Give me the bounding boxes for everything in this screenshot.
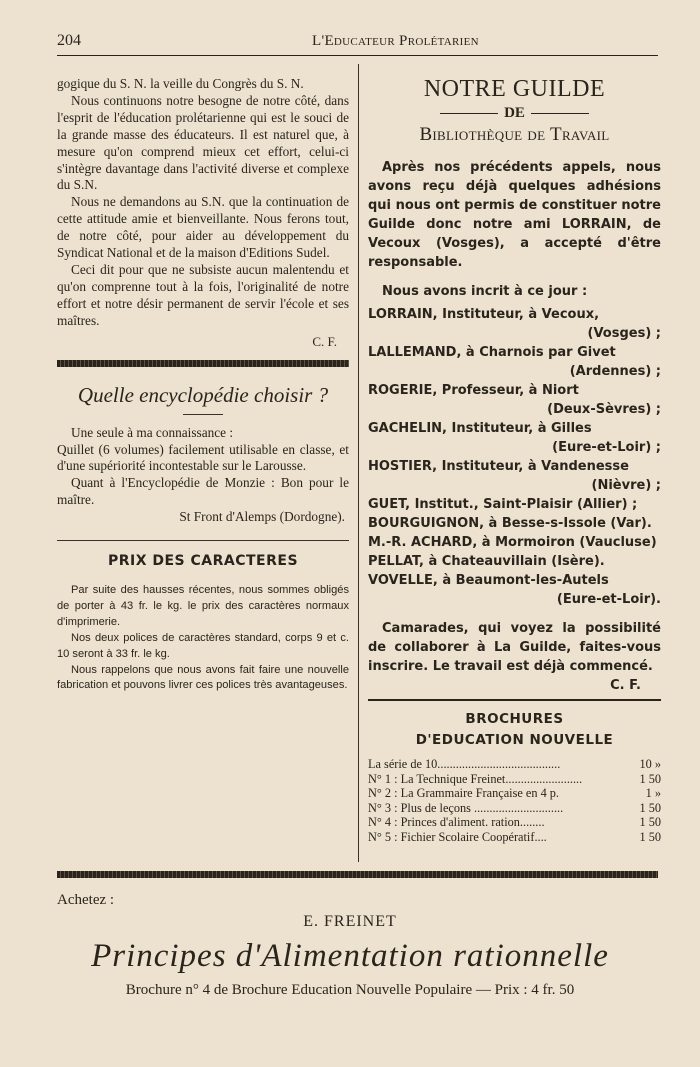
intro-paragraph-4: Ceci dit pour que ne subsiste aucun malentendu et qu'on comprenne tout à la fois, l'originalité de notre effort et notre désir permanent de servir l'école et ses maîtres.: [57, 261, 349, 328]
brochures-title-2: D'EDUCATION NOUVELLE: [415, 732, 614, 748]
page-header: [57, 32, 658, 54]
guilde-dash-left: [440, 113, 498, 114]
encyclopedie-title-rule: [183, 414, 223, 415]
encyclopedie-signature: St Front d'Alemps (Dordogne).: [179, 509, 345, 525]
left-column: [57, 76, 349, 694]
brochure-item: [368, 757, 661, 772]
intro-paragraph-3: Nous ne demandons au S.N. que la continuation de cette attitude amie et bienveillante. Nous ferons tout, de notre côté, pour aider au développement du Syndicat National et de la maison d'Editions Sudel.: [57, 194, 349, 261]
member-name: ROGERIE, Professeur, à Niort: [368, 383, 579, 398]
member-entry: [368, 419, 661, 457]
brochure-label: N° 2 : La Grammaire Française en 4 p.: [368, 786, 560, 800]
guilde-intro: Après nos précédents appels, nous avons reçu déjà quelques adhésions qui nous ont permis de constituer notre Guilde donc notre ami LORRAIN, de Vecoux (Vosges), a accepté d'être responsable.: [368, 160, 661, 270]
member-place: (Vosges) ;: [587, 326, 661, 341]
footer-book-line: Brochure n° 4 de Brochure Education Nouvelle Populaire — Prix : 4 fr. 50: [125, 982, 575, 998]
member-place: (Nièvre) ;: [591, 478, 661, 493]
member-entry: [368, 305, 661, 343]
brochure-label: N° 5 : Fichier Scolaire Coopératif....: [368, 829, 547, 844]
brochure-price: 10 »: [639, 757, 661, 771]
brochure-price: 1 50: [639, 829, 661, 844]
member-entry: [368, 533, 661, 552]
member-name: HOSTIER, Instituteur, à Vandenesse: [368, 459, 629, 474]
intro-paragraph-2: Nous continuons notre besogne de notre côté, dans l'esprit de l'éducation prolétarienne qui est le souci de la grande masse des éducateurs. Il est naturel que, à mesure qu'on comprend mieux cet effort, celui-ci s'intègre davantage dans l'activité diverse et complexe du S.N.: [57, 92, 349, 193]
brochure-price: 1 50: [639, 771, 661, 786]
guilde-title-line-2: [368, 105, 661, 122]
footer-achetez: Achetez :: [57, 892, 115, 908]
guilde-heading: [368, 76, 661, 146]
encyclopedie-paragraph-1: Une seule à ma connaissance :: [71, 424, 234, 440]
member-name: GACHELIN, Instituteur, à Gilles: [368, 421, 592, 436]
member-name: PELLAT, à Chateauvillain (Isère).: [368, 554, 605, 569]
footer-book-title: Principes d'Alimentation rationnelle: [91, 938, 609, 974]
brochure-price: 1 50: [639, 815, 661, 829]
prix-paragraph-3: Nous rappelons que nous avons fait faire une nouvelle fabrication et pouvons livrer ces polices très avantageuses.: [57, 663, 349, 692]
brochure-label: N° 1 : La Technique Freinet.........................: [368, 771, 583, 786]
brochure-item: [368, 772, 661, 787]
brochure-label: N° 4 : Princes d'aliment. ration........: [368, 815, 545, 829]
brochure-item: [368, 786, 661, 801]
journal-title: L'Educateur Prolétarien: [312, 33, 479, 49]
brochures-title-1: BROCHURES: [465, 711, 564, 727]
prix-spacer: [57, 569, 349, 583]
member-place: (Ardennes) ;: [569, 364, 661, 379]
prix-top-rule: [57, 540, 349, 541]
guilde-title-line-3: Bibliothèque de Travail: [419, 124, 610, 145]
member-name: LORRAIN, Instituteur, à Vecoux,: [368, 307, 600, 322]
brochure-label: La série de 10........................................: [368, 757, 561, 771]
encyclopedie-paragraph-3: Quant à l'Encyclopédie de Monzie : Bon pour le maître.: [57, 475, 349, 508]
prix-paragraph-1: Par suite des hausses récentes, nous sommes obligés de porter à 43 fr. le kg. le prix des caractères normaux d'imprimerie.: [57, 584, 349, 628]
brochure-label: N° 3 : Plus de leçons .............................: [368, 800, 564, 815]
member-place: (Deux-Sèvres) ;: [547, 402, 661, 417]
footer-divider-bar: [57, 871, 658, 878]
prix-section: [57, 553, 349, 694]
right-column: [368, 76, 661, 844]
guilde-member-list: [368, 305, 661, 609]
intro-paragraph-1: gogique du S. N. la veille du Congrès du S. N.: [57, 76, 304, 91]
member-name: VOVELLE, à Beaumont-les-Autels: [368, 573, 609, 588]
member-entry: [368, 495, 661, 514]
brochure-price: 1 »: [645, 786, 661, 800]
guilde-dash-right: [531, 113, 589, 114]
guilde-signature: C. F.: [610, 678, 641, 693]
member-entry: [368, 343, 661, 381]
brochure-item: [368, 801, 661, 816]
page-number: 204: [57, 32, 81, 49]
member-place: (Eure-et-Loir).: [556, 592, 661, 607]
member-entry: [368, 457, 661, 495]
member-entry: [368, 514, 661, 533]
footer-author: E. FREINET: [303, 913, 397, 930]
member-entry: [368, 552, 661, 571]
member-name: BOURGUIGNON, à Besse-s-Issole (Var).: [368, 516, 652, 531]
section-divider-bar: [57, 360, 349, 367]
header-rule: [57, 55, 658, 56]
guilde-closing: Camarades, qui voyez la possibilité de collaborer à La Guilde, faites-vous inscrire. Le travail est déjà commencé.: [368, 621, 661, 674]
encyclopedie-section: [57, 383, 349, 526]
brochures-section: [368, 709, 661, 844]
encyclopedie-paragraph-2: Quillet (6 volumes) facilement utilisable en classe, et d'une supériorité incontestable sur le Larousse.: [57, 441, 349, 474]
prix-title: PRIX DES CARACTERES: [107, 553, 299, 570]
brochures-top-rule: [368, 699, 661, 701]
encyclopedie-title: Quelle encyclopédie choisir ?: [77, 382, 329, 407]
member-name: M.-R. ACHARD, à Mormoiron (Vaucluse): [368, 535, 657, 550]
guilde-title-de: DE: [504, 105, 525, 121]
intro-signature: C. F.: [312, 333, 337, 349]
guilde-title-line-1: NOTRE GUILDE: [423, 76, 606, 102]
member-name: LALLEMAND, à Charnois par Givet: [368, 345, 616, 360]
guilde-list-intro: Nous avons incrit à ce jour :: [382, 284, 588, 299]
prix-paragraph-2: Nos deux polices de caractères standard, corps 9 et c. 10 seront à 33 fr. le kg.: [57, 631, 349, 660]
brochure-price: 1 50: [639, 800, 661, 815]
column-separator: [358, 64, 359, 862]
member-entry: [368, 381, 661, 419]
member-place: (Eure-et-Loir) ;: [552, 440, 661, 455]
brochure-item: [368, 815, 661, 830]
member-name: GUET, Institut., Saint-Plaisir (Allier) ;: [368, 497, 638, 512]
member-entry: [368, 571, 661, 609]
brochure-item: [368, 830, 661, 845]
